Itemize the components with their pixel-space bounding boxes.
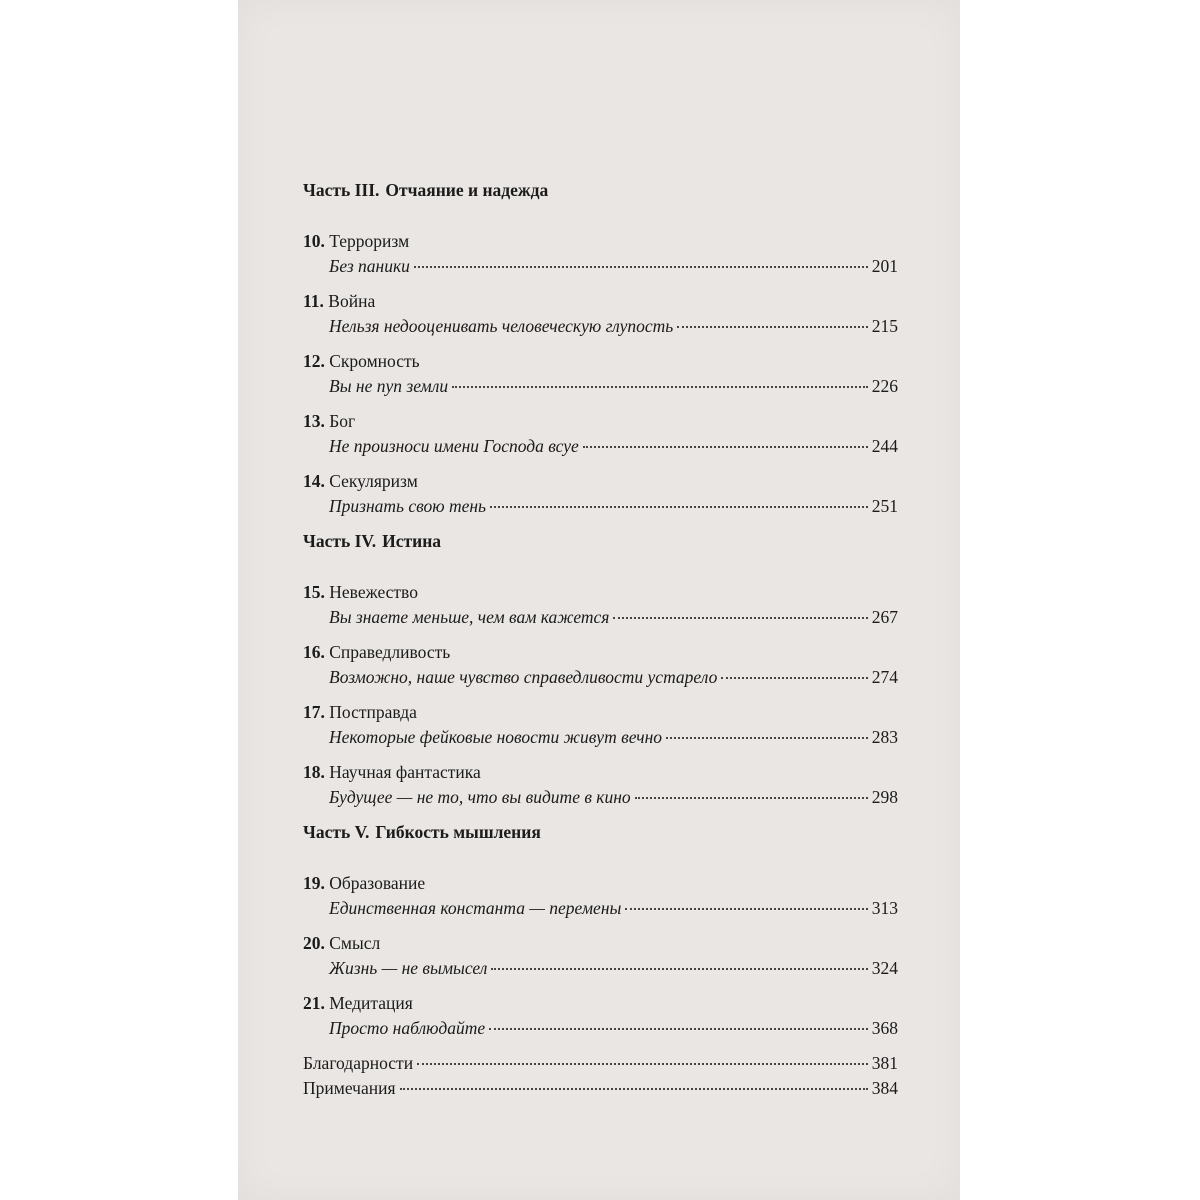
chapter-subtitle: Не произноси имени Господа всуе xyxy=(329,436,579,456)
backmatter-title: Благодарности xyxy=(303,1053,414,1073)
page-number: 324 xyxy=(871,958,898,978)
page-number: 368 xyxy=(871,1018,898,1038)
chapter-title: Образование xyxy=(329,873,426,893)
chapter-subtitle: Будущее — не то, что вы видите в кино xyxy=(329,787,631,807)
chapter-subtitle: Жизнь — не вымысел xyxy=(329,958,488,978)
dot-leader xyxy=(400,1088,868,1090)
toc-entry[interactable] xyxy=(303,409,898,459)
toc-entry[interactable] xyxy=(303,349,898,399)
part-title: Отчаяние и надежда xyxy=(385,180,549,200)
chapter-subtitle-row xyxy=(303,896,898,921)
chapter-subtitle-row xyxy=(303,494,898,519)
page-number: 313 xyxy=(871,898,898,918)
page-number: 283 xyxy=(871,727,898,747)
dot-leader xyxy=(583,446,868,448)
chapter-number: 10. xyxy=(303,231,325,251)
chapter-title: Бог xyxy=(329,411,356,431)
page-number: 244 xyxy=(871,436,898,456)
book-page xyxy=(238,0,960,1200)
chapter-heading xyxy=(303,700,898,725)
chapter-heading xyxy=(303,469,898,494)
toc-entry[interactable] xyxy=(303,469,898,519)
chapter-number: 20. xyxy=(303,933,325,953)
chapter-subtitle-row xyxy=(303,785,898,810)
part-label: Часть V. xyxy=(303,822,370,842)
dot-leader xyxy=(491,968,867,970)
chapter-subtitle-row xyxy=(303,374,898,399)
backmatter xyxy=(303,1051,898,1101)
chapter-subtitle-row xyxy=(303,605,898,630)
dot-leader xyxy=(721,677,867,679)
dot-leader xyxy=(613,617,867,619)
toc-entry[interactable] xyxy=(303,760,898,810)
chapter-number: 15. xyxy=(303,582,325,602)
chapter-title: Смысл xyxy=(329,933,381,953)
part-heading xyxy=(303,820,898,845)
page-number: 251 xyxy=(871,496,898,516)
chapter-heading xyxy=(303,229,898,254)
page-number: 298 xyxy=(871,787,898,807)
chapter-subtitle-row xyxy=(303,314,898,339)
chapter-heading xyxy=(303,931,898,956)
toc-entry[interactable] xyxy=(303,871,898,921)
chapter-title: Секуляризм xyxy=(329,471,418,491)
page-number: 384 xyxy=(871,1078,898,1098)
chapter-subtitle-row xyxy=(303,1016,898,1041)
chapter-subtitle-row xyxy=(303,665,898,690)
toc-entry[interactable] xyxy=(303,931,898,981)
chapter-title: Невежество xyxy=(329,582,418,602)
chapter-subtitle: Признать свою тень xyxy=(329,496,487,516)
chapter-subtitle-row xyxy=(303,725,898,750)
chapter-heading xyxy=(303,289,898,314)
chapter-subtitle: Без паники xyxy=(329,256,410,276)
toc-entry-acknowledgements[interactable] xyxy=(303,1051,898,1076)
chapter-number: 14. xyxy=(303,471,325,491)
chapter-number: 17. xyxy=(303,702,325,722)
dot-leader xyxy=(635,797,868,799)
dot-leader xyxy=(677,326,868,328)
part-title: Истина xyxy=(382,531,442,551)
page-number: 226 xyxy=(871,376,898,396)
part-heading xyxy=(303,529,898,554)
chapter-title: Научная фантастика xyxy=(329,762,481,782)
chapter-subtitle: Просто наблюдайте xyxy=(329,1018,486,1038)
toc-entry[interactable] xyxy=(303,580,898,630)
chapter-heading xyxy=(303,349,898,374)
dot-leader xyxy=(625,908,867,910)
chapter-heading xyxy=(303,760,898,785)
chapter-heading xyxy=(303,409,898,434)
chapter-title: Справедливость xyxy=(329,642,451,662)
page-number: 215 xyxy=(871,316,898,336)
chapter-number: 13. xyxy=(303,411,325,431)
toc-entry[interactable] xyxy=(303,289,898,339)
chapter-subtitle-row xyxy=(303,254,898,279)
chapter-subtitle-row xyxy=(303,956,898,981)
dot-leader xyxy=(490,506,868,508)
toc-entry[interactable] xyxy=(303,700,898,750)
table-of-contents xyxy=(303,178,898,1101)
toc-entry[interactable] xyxy=(303,229,898,279)
chapter-number: 21. xyxy=(303,993,325,1013)
dot-leader xyxy=(414,266,868,268)
chapter-subtitle: Нельзя недооценивать человеческую глупость xyxy=(329,316,674,336)
dot-leader xyxy=(666,737,868,739)
chapter-subtitle: Некоторые фейковые новости живут вечно xyxy=(329,727,663,747)
toc-entry-notes[interactable] xyxy=(303,1076,898,1101)
part-label: Часть III. xyxy=(303,180,380,200)
page-number: 201 xyxy=(871,256,898,276)
dot-leader xyxy=(417,1063,868,1065)
chapter-heading xyxy=(303,580,898,605)
part-title: Гибкость мышления xyxy=(375,822,541,842)
toc-entry[interactable] xyxy=(303,991,898,1041)
chapter-heading xyxy=(303,991,898,1016)
chapter-subtitle-row xyxy=(303,434,898,459)
backmatter-title: Примечания xyxy=(303,1078,396,1098)
chapter-heading xyxy=(303,871,898,896)
part-heading xyxy=(303,178,898,203)
chapter-subtitle: Возможно, наше чувство справедливости устарело xyxy=(329,667,718,687)
page-number: 267 xyxy=(871,607,898,627)
chapter-subtitle: Вы не пуп земли xyxy=(329,376,449,396)
chapter-number: 11. xyxy=(303,291,324,311)
toc-entry[interactable] xyxy=(303,640,898,690)
chapter-title: Постправда xyxy=(329,702,417,722)
dot-leader xyxy=(489,1028,868,1030)
dot-leader xyxy=(452,386,868,388)
chapter-title: Война xyxy=(328,291,376,311)
chapter-subtitle: Вы знаете меньше, чем вам кажется xyxy=(329,607,610,627)
page-number: 274 xyxy=(871,667,898,687)
chapter-title: Терроризм xyxy=(329,231,410,251)
chapter-heading xyxy=(303,640,898,665)
chapter-subtitle: Единственная константа — перемены xyxy=(329,898,622,918)
chapter-number: 18. xyxy=(303,762,325,782)
chapter-title: Скромность xyxy=(329,351,420,371)
part-label: Часть IV. xyxy=(303,531,377,551)
chapter-number: 12. xyxy=(303,351,325,371)
page-number: 381 xyxy=(871,1053,898,1073)
chapter-number: 16. xyxy=(303,642,325,662)
chapter-number: 19. xyxy=(303,873,325,893)
chapter-title: Медитация xyxy=(329,993,413,1013)
